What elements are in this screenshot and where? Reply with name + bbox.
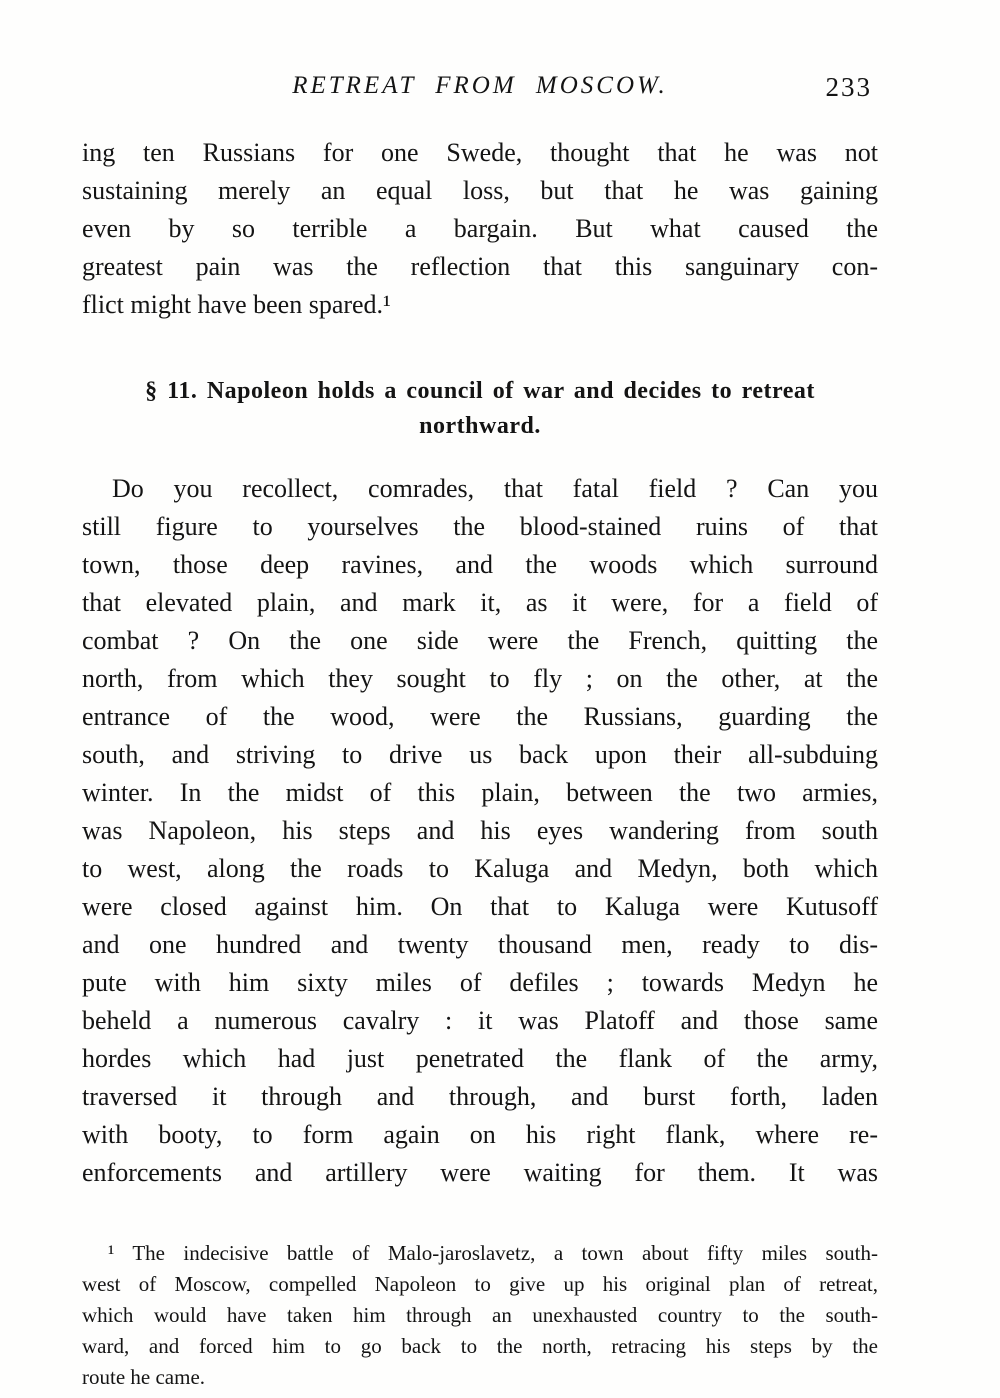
section-heading: [82, 374, 878, 444]
footnote-line: ward, and forced him to go back to the north, retracing his steps by the: [82, 1334, 878, 1358]
footnote: [82, 1238, 878, 1393]
text-line: winter. In the midst of this plain, between the two armies,: [82, 778, 878, 807]
text-line: Do you recollect, comrades, that fatal field ? Can you: [112, 474, 878, 503]
footnote-line: west of Moscow, compelled Napoleon to give up his original plan of retreat,: [82, 1272, 878, 1296]
section-heading-line: northward.: [419, 413, 541, 439]
text-line: traversed it through and through, and burst forth, laden: [82, 1082, 878, 1111]
text-line: that elevated plain, and mark it, as it were, for a field of: [82, 588, 878, 617]
text-line: flict might have been spared.¹: [82, 290, 391, 319]
text-line: pute with him sixty miles of defiles ; towards Medyn he: [82, 968, 878, 997]
text-line: town, those deep ravines, and the woods which surround: [82, 550, 878, 579]
footnote-line: ¹ The indecisive battle of Malo-jaroslavetz, a town about fifty miles south-: [108, 1241, 878, 1265]
page-number: 233: [825, 72, 872, 102]
text-line: entrance of the wood, were the Russians, guarding the: [82, 702, 878, 731]
text-line: and one hundred and twenty thousand men, ready to dis-: [82, 930, 878, 959]
text-line: even by so terrible a bargain. But what caused the: [82, 214, 878, 243]
text-line: beheld a numerous cavalry : it was Platoff and those same: [82, 1006, 878, 1035]
text-line: greatest pain was the reflection that this sanguinary con-: [82, 252, 878, 281]
text-line: combat ? On the one side were the French, quitting the: [82, 626, 878, 655]
text-line: north, from which they sought to fly ; on the other, at the: [82, 664, 878, 693]
text-line: sustaining merely an equal loss, but that he was gaining: [82, 176, 878, 205]
running-title: RETREAT FROM MOSCOW.: [292, 72, 668, 99]
text-line: south, and striving to drive us back upon their all-subduing: [82, 740, 878, 769]
text-line: enforcements and artillery were waiting for them. It was: [82, 1158, 878, 1187]
footnote-line: which would have taken him through an unexhausted country to the south-: [82, 1303, 878, 1327]
text-line: with booty, to form again on his right flank, where re-: [82, 1120, 878, 1149]
footnote-line: route he came.: [82, 1365, 206, 1389]
body-paragraph-2: [82, 470, 878, 1192]
page-header: [82, 72, 878, 104]
body-paragraph-1: [82, 134, 878, 324]
text-line: were closed against him. On that to Kaluga were Kutusoff: [82, 892, 878, 921]
section-heading-line: § 11. Napoleon holds a council of war and decides to retreat: [145, 378, 815, 404]
text-line: still figure to yourselves the blood-stained ruins of that: [82, 512, 878, 541]
text-line: hordes which had just penetrated the flank of the army,: [82, 1044, 878, 1073]
text-line: to west, along the roads to Kaluga and Medyn, both which: [82, 854, 878, 883]
text-line: ing ten Russians for one Swede, thought that he was not: [82, 138, 878, 167]
text-line: was Napoleon, his steps and his eyes wandering from south: [82, 816, 878, 845]
